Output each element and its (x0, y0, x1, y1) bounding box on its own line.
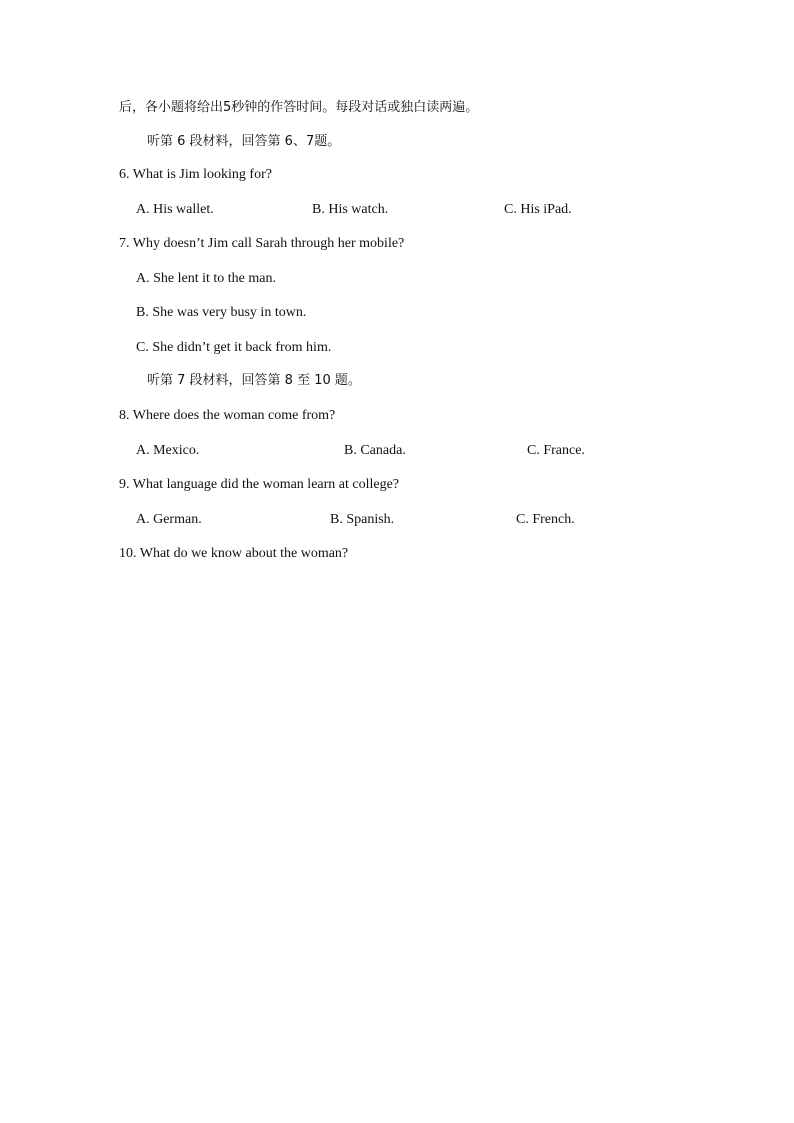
question-6-option-a: A. His wallet. (136, 202, 214, 217)
question-9-option-c: C. French. (516, 512, 575, 527)
section-instruction-2: 听第 7 段材料，回答第 8 至 10 题。 (147, 373, 361, 388)
question-6-option-b: B. His watch. (312, 202, 389, 217)
question-8-option-a: A. Mexico. (136, 443, 200, 458)
question-7-option-b: B. She was very busy in town. (136, 305, 307, 320)
intro-text: 后，各小题将给出5秒钟的作答时间。每段对话或独白读两遍。 (119, 100, 479, 115)
question-9-option-a: A. German. (136, 512, 202, 527)
question-8: 8. Where does the woman come from? (119, 408, 336, 423)
question-8-option-c: C. France. (527, 443, 585, 458)
question-7-option-c: C. She didn’t get it back from him. (136, 340, 332, 355)
question-8-option-b: B. Canada. (344, 443, 406, 458)
section-instruction-1: 听第 6 段材料，回答第 6、7题。 (147, 134, 341, 149)
question-9-option-b: B. Spanish. (330, 512, 395, 527)
question-10: 10. What do we know about the woman? (119, 546, 349, 561)
question-7: 7. Why doesn’t Jim call Sarah through her mobile? (119, 236, 405, 251)
question-9: 9. What language did the woman learn at college? (119, 477, 400, 492)
question-6-option-c: C. His iPad. (504, 202, 572, 217)
question-6: 6. What is Jim looking for? (119, 167, 272, 182)
question-7-option-a: A. She lent it to the man. (136, 271, 276, 286)
